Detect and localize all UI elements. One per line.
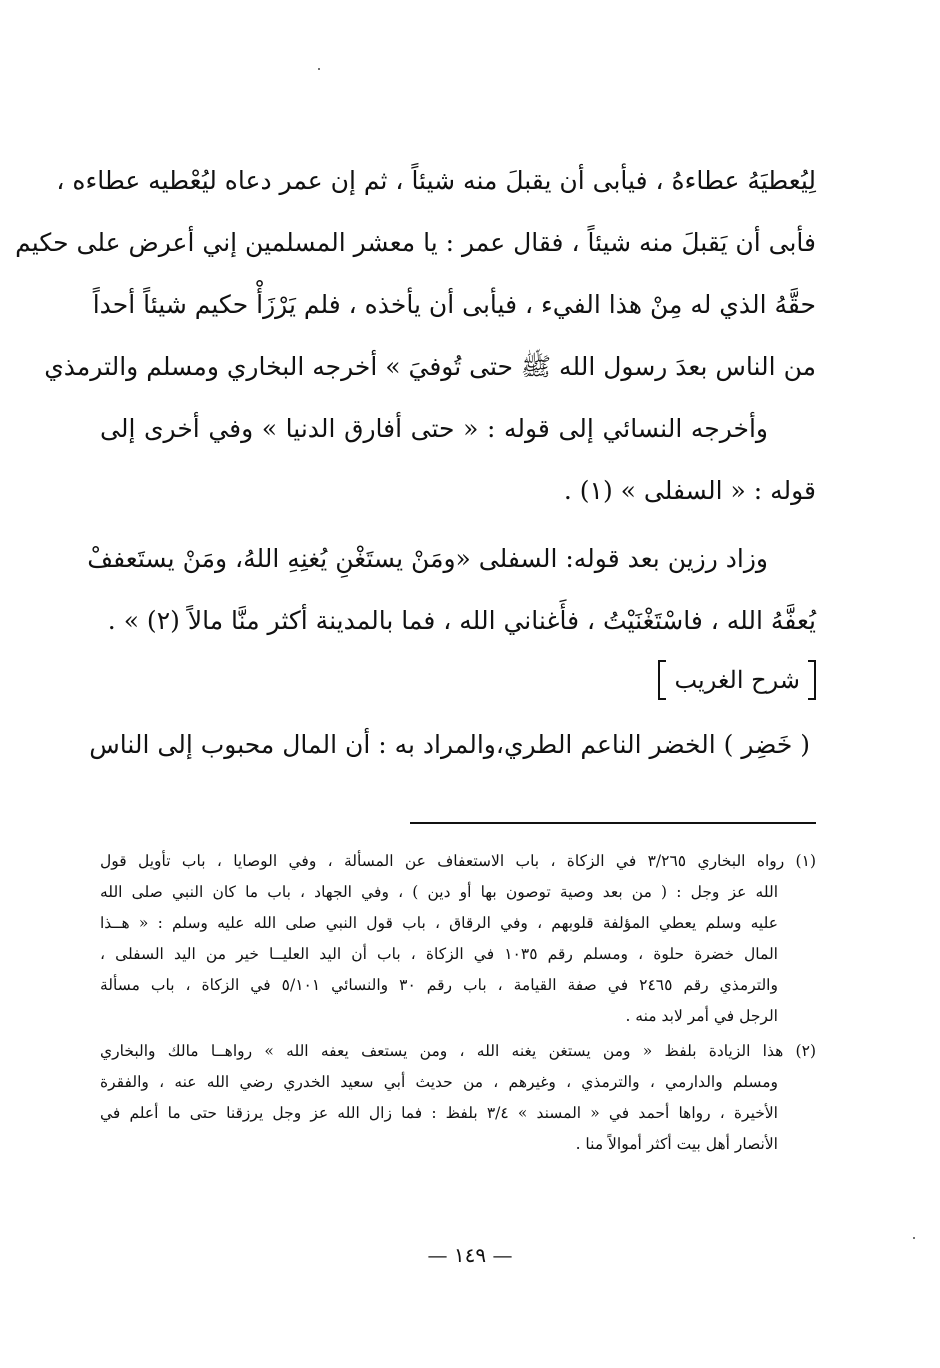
main-text-line: وأخرجه النسائي إلى قوله : « حتى أفارق الدنيا » وفي أخرى إلى bbox=[100, 414, 768, 443]
footnote-line: الأخيرة ، رواها أحمد في « المسند » ٣/٤ بلفظ : فما زال الله عز وجل يرزقنا حتى ما أعلم في bbox=[100, 1104, 778, 1122]
footnote-line: (١) رواه البخاري ٣/٢٦٥ في الزكاة ، باب الاستعفاف عن المسألة ، وفي الوصايا ، باب تأويل قول bbox=[100, 852, 816, 870]
footnote-line: الأنصار أهل بيت أكثر أموالاً منا . bbox=[575, 1135, 778, 1153]
main-text-line: لِيُعطيَهُ عطاءهُ ، فيأبى أن يقبلَ منه شيئاً ، ثم إن عمر دعاه ليُعْطيه عطاءه ، bbox=[56, 166, 816, 195]
main-text-line: فأبى أن يَقبلَ منه شيئاً ، فقال عمر : يا معشر المسلمين إني أعرض على حكيم bbox=[15, 228, 816, 257]
main-text-line: قوله : « السفلى » (١) . bbox=[563, 476, 816, 505]
footnote-line: عليه وسلم يعطي المؤلفة قلوبهم ، وفي الرقاق ، باب قول النبي صلى الله عليه وسلم : « هــذا bbox=[100, 914, 778, 932]
addition-line: وزاد رزين بعد قوله: السفلى «ومَنْ يستَغْنِ يُغنِهِ اللهُ، ومَنْ يستَعففْ bbox=[87, 544, 768, 573]
footnote-2 bbox=[100, 1036, 816, 1160]
footnote-1 bbox=[100, 846, 816, 1032]
gloss-line: ( خَضِر ) الخضر الناعم الطري،والمراد به : أن المال محبوب إلى الناس bbox=[89, 730, 810, 759]
section-heading: شرح الغريب bbox=[658, 660, 816, 700]
main-text bbox=[15, 150, 816, 776]
footnotes bbox=[100, 846, 816, 1160]
section-heading-row bbox=[100, 652, 816, 714]
footnote-divider bbox=[410, 822, 816, 824]
footnote-line: والترمذي رقم ٢٤٦٥ في صفة القيامة ، باب رقم ٣٠ والنسائي ٥/١٠١ في الزكاة ، باب مسألة bbox=[100, 976, 778, 994]
footnote-line: الرجل في أمر لابد منه . bbox=[625, 1007, 778, 1025]
scan-speck bbox=[318, 68, 320, 70]
footnote-line: (٢) هذا الزيادة بلفظ « ومن يستغن يغنه الله ، ومن يستعف يعفه الله » رواهــا مالك والبخاري bbox=[100, 1042, 816, 1060]
footnote-line: الله عز وجل : ( من بعد وصية توصون بها أو دين ) ، وفي الجهاد ، باب ما كان النبي صلى الله bbox=[100, 883, 778, 901]
addition-line: يُعفَّهُ الله ، فاسْتَغْنَيْتُ ، فأَغناني الله ، فما بالمدينة أكثر منَّا مالاً (٢) » . bbox=[107, 606, 816, 635]
footnote-line: ومسلم والدارمي ، والترمذي ، وغيرهم ، من حديث أبي سعيد الخدري رضي الله عنه ، والفقرة bbox=[100, 1073, 778, 1091]
scan-speck bbox=[913, 1237, 915, 1239]
footnote-line: المال خضرة حلوة ، ومسلم رقم ١٠٣٥ في الزكاة ، باب أن اليد العليــا خير من اليد السفلى ، bbox=[100, 945, 778, 963]
page-number: — ١٤٩ — bbox=[427, 1243, 513, 1267]
main-text-line: من الناس بعدَ رسول الله ﷺ حتى تُوفيَ » أخرجه البخاري ومسلم والترمذي bbox=[44, 352, 816, 381]
main-text-line: حقَّهُ الذي له مِنْ هذا الفيء ، فيأبى أن يأخذه ، فلم يَرْزَأْ حكيم شيئاً أحداً bbox=[92, 290, 816, 319]
